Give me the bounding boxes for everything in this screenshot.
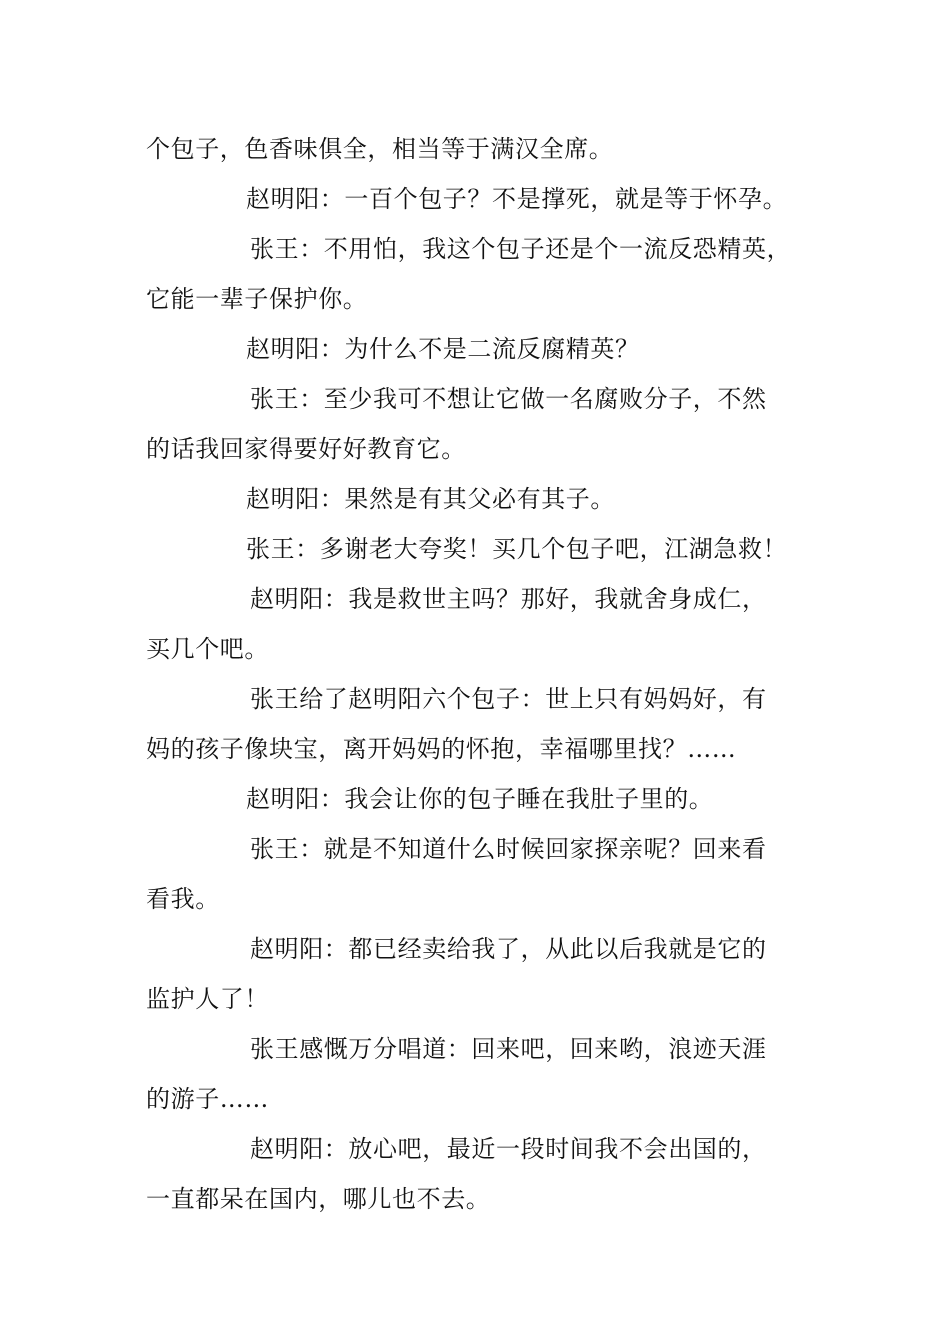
text-line: 赵明阳：一百个包子？不是撑死，就是等于怀孕。: [246, 185, 788, 213]
text-line: 赵明阳：我是救世主吗？那好，我就舍身成仁，: [250, 585, 767, 613]
text-line: 赵明阳：为什么不是二流反腐精英？: [246, 335, 640, 363]
text-line: 张王：就是不知道什么时候回家探亲呢？回来看: [250, 835, 767, 863]
text-line: 的话我回家得要好好教育它。: [146, 435, 466, 463]
text-line: 监护人了！: [146, 985, 269, 1013]
text-line: 它能一辈子保护你。: [146, 285, 368, 313]
text-line: 个包子，色香味俱全，相当等于满汉全席。: [146, 135, 614, 163]
text-line: 买几个吧。: [146, 635, 269, 663]
text-line: 看我。: [146, 885, 220, 913]
text-line: 妈的孩子像块宝，离开妈妈的怀抱，幸福哪里找？……: [146, 735, 737, 763]
text-line: 一直都呆在国内，哪儿也不去。: [146, 1185, 491, 1213]
text-line: 赵明阳：果然是有其父必有其子。: [246, 485, 615, 513]
text-line: 赵明阳：放心吧，最近一段时间我不会出国的，: [250, 1135, 767, 1163]
text-line: 张王：至少我可不想让它做一名腐败分子，不然: [250, 385, 767, 413]
text-line: 赵明阳：我会让你的包子睡在我肚子里的。: [246, 785, 714, 813]
text-line: 张王：不用怕，我这个包子还是个一流反恐精英，: [250, 235, 792, 263]
text-line: 张王感慨万分唱道：回来吧，回来哟，浪迹天涯: [250, 1035, 767, 1063]
text-line: 赵明阳：都已经卖给我了，从此以后我就是它的: [250, 935, 767, 963]
text-line: 的游子……: [146, 1085, 269, 1113]
text-line: 张王给了赵明阳六个包子：世上只有妈妈好，有: [250, 685, 767, 713]
text-line: 张王：多谢老大夸奖！买几个包子吧，江湖急救！: [246, 535, 788, 563]
